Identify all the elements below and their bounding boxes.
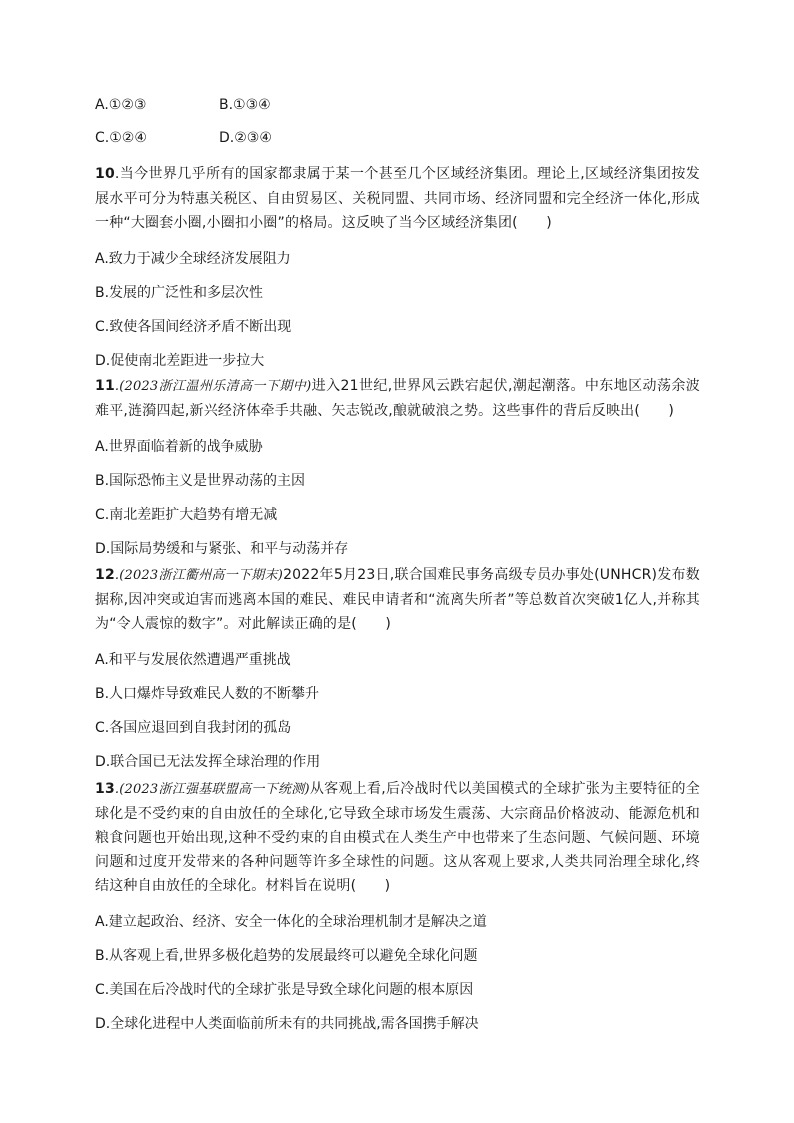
question-11 bbox=[95, 374, 700, 566]
option-a: A.①②③ bbox=[95, 97, 147, 113]
answer-option-a: A.致力于减少全球经济发展阻力 bbox=[95, 251, 291, 267]
answer-options bbox=[95, 242, 700, 378]
answer-option-a: A.建立起政治、经济、安全一体化的全球治理机制才是解决之道 bbox=[95, 914, 487, 930]
answer-options bbox=[95, 643, 700, 779]
answer-option-a: A.世界面临着新的战争威胁 bbox=[95, 439, 263, 455]
answer-option-b: B.人口爆炸导致难民人数的不断攀升 bbox=[95, 686, 320, 702]
question-text: 从客观上看,后冷战时代以美国模式的全球扩张为主要特征的全球化是不受约束的自由放任的全球化,它导致全球市场发生震荡、大宗商品价格波动、能源危机和粮食问题也开始出现,这种不受约束的自由模式在人类生产中也带来了生态问题、气候问题、环境问题和过度开发带来的各种问题等许多全球性的问题。这从客观上要求,人类共同治理全球化,终结这种自由放任的全球化。材料旨在说明( ) bbox=[95, 781, 700, 894]
answer-option-c: C.南北差距扩大趋势有增无减 bbox=[95, 507, 278, 523]
question-stem bbox=[95, 374, 700, 423]
option-d: D.②③④ bbox=[219, 130, 272, 146]
answer-option-c: C.各国应退回到自我封闭的孤岛 bbox=[95, 720, 292, 736]
option-b: B.①③④ bbox=[219, 97, 271, 113]
answer-option-b: B.发展的广泛性和多层次性 bbox=[95, 285, 264, 301]
answer-options bbox=[95, 905, 700, 1041]
question-text: .当今世界几乎所有的国家都隶属于某一个甚至几个区域经济集团。理论上,区域经济集团按发展水平可分为特惠关税区、自由贸易区、关税同盟、共同市场、经济同盟和完全经济一体化,形成一种“大圈套小圈,小圈扣小圈”的格局。这反映了当今区域经济集团( ) bbox=[95, 166, 700, 231]
question-source: .(2023浙江温州乐清高一下期中) bbox=[114, 379, 312, 394]
question-number: 11 bbox=[95, 378, 115, 394]
question-number: 10 bbox=[95, 166, 115, 182]
answer-option-b: B.从客观上看,世界多极化趋势的发展最终可以避免全球化问题 bbox=[95, 948, 478, 964]
question-stem bbox=[95, 162, 700, 235]
answer-options bbox=[95, 430, 700, 566]
question-12 bbox=[95, 563, 700, 779]
answer-option-d: D.联合国已无法发挥全球治理的作用 bbox=[95, 754, 321, 770]
question-text: 进入21世纪,世界风云跌宕起伏,潮起潮落。中东地区动荡余波难平,涟漪四起,新兴经济体牵手共融、矢志锐改,酿就破浪之势。这些事件的背后反映出( ) bbox=[95, 378, 701, 419]
answer-option-d: D.促使南北差距进一步拉大 bbox=[95, 353, 265, 369]
question-source: .(2023浙江衢州高一下期末) bbox=[114, 568, 284, 583]
question-text: 2022年5月23日,联合国难民事务高级专员办事处(UNHCR)发布数据称,因冲突或迫害而逃离本国的难民、难民申请者和“流离失所者”等总数首次突破1亿人,并称其为“令人震惊的数字”。对此解读正确的是( ) bbox=[95, 567, 700, 632]
answer-option-d: D.全球化进程中人类面临前所未有的共同挑战,需各国携手解决 bbox=[95, 1016, 479, 1032]
answer-option-b: B.国际恐怖主义是世界动荡的主因 bbox=[95, 473, 306, 489]
answer-option-c: C.美国在后冷战时代的全球扩张是导致全球化问题的根本原因 bbox=[95, 982, 474, 998]
question-stem bbox=[95, 777, 700, 898]
question-13 bbox=[95, 777, 700, 1041]
question-10 bbox=[95, 162, 700, 378]
option-c: C.①②④ bbox=[95, 130, 147, 146]
question-source: .(2023浙江强基联盟高一下统测) bbox=[114, 782, 310, 797]
question-stem bbox=[95, 563, 700, 636]
answer-option-d: D.国际局势缓和与紧张、和平与动荡并存 bbox=[95, 541, 349, 557]
question-number: 13 bbox=[95, 781, 115, 797]
answer-option-a: A.和平与发展依然遭遇严重挑战 bbox=[95, 652, 291, 668]
question-number: 12 bbox=[95, 567, 115, 583]
answer-option-c: C.致使各国间经济矛盾不断出现 bbox=[95, 319, 292, 335]
